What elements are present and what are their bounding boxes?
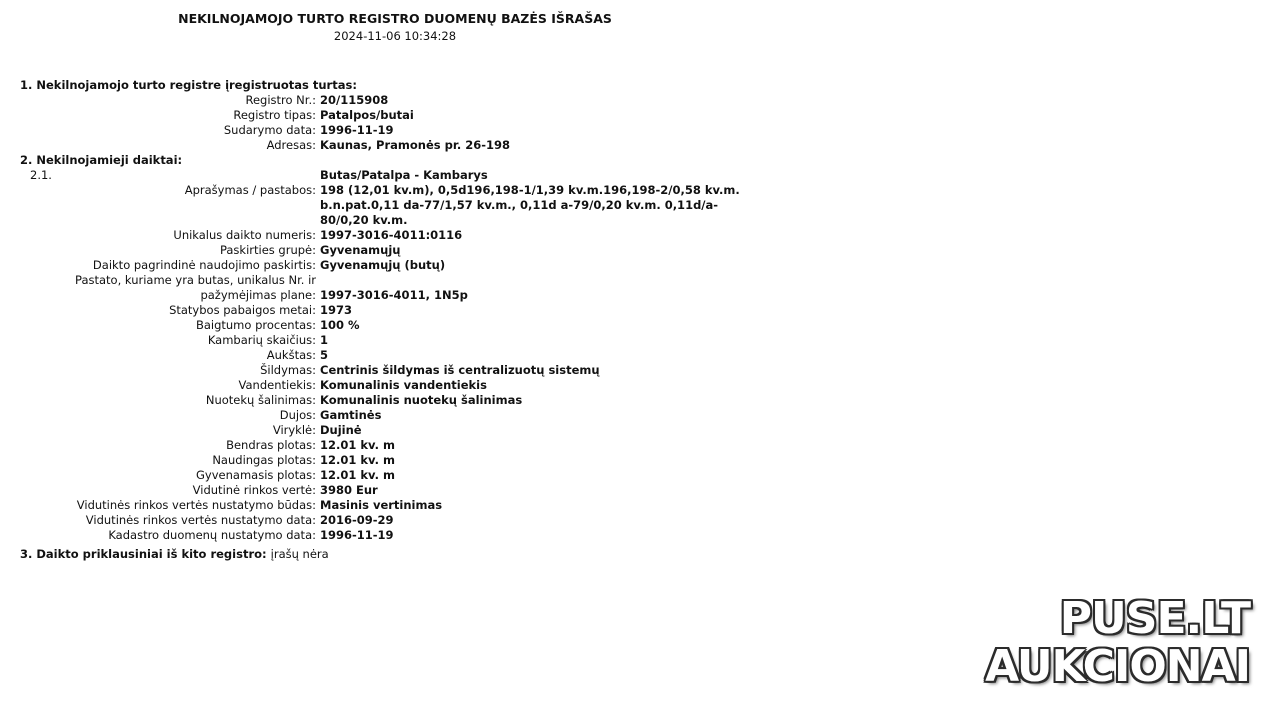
info-row-naudojimo-paskirtis: [20, 258, 780, 273]
field-label: Kadastro duomenų nustatymo data:: [108, 528, 316, 542]
field-value: Dujinė: [320, 423, 362, 437]
info-row-statybos-metai: [20, 303, 780, 318]
info-row-baigtumo-procentas: [20, 318, 780, 333]
section-3-value: įrašų nėra: [270, 547, 329, 561]
section-3-label: 3. Daikto priklausiniai iš kito registro:: [20, 547, 267, 561]
document-title: NEKILNOJAMOJO TURTO REGISTRO DUOMENŲ BAZĖS IŠRAŠAS: [178, 11, 612, 26]
info-row-nuoteku-salinimas: [20, 393, 780, 408]
field-value: 20/115908: [320, 93, 389, 107]
info-row-gyvenamasis-plotas: [20, 468, 780, 483]
field-label: Dujos:: [279, 408, 316, 422]
field-value: 12.01 kv. m: [320, 468, 395, 482]
section-2-heading: 2. Nekilnojamieji daiktai:: [20, 153, 183, 167]
field-label: Naudingas plotas:: [212, 453, 316, 467]
info-row-registro-tipas: [20, 108, 780, 123]
field-value: Gyvenamųjų (butų): [320, 258, 446, 272]
field-value: Komunalinis vandentiekis: [320, 378, 487, 392]
section-1-heading: 1. Nekilnojamojo turto registre įregistruotas turtas:: [20, 78, 357, 92]
field-value: 1996-11-19: [320, 123, 394, 137]
field-value: Gamtinės: [320, 408, 382, 422]
field-label: Gyvenamasis plotas:: [196, 468, 316, 482]
field-value: 12.01 kv. m: [320, 438, 395, 452]
info-row-paskirties-grupe: [20, 243, 780, 258]
info-row-naudingas-plotas: [20, 453, 780, 468]
document-body: [20, 78, 780, 562]
section-3-heading: [20, 547, 780, 562]
field-value: 5: [320, 348, 329, 362]
field-label: Nuotekų šalinimas:: [205, 393, 316, 407]
field-label: Vidutinės rinkos vertės nustatymo būdas:: [76, 498, 316, 512]
field-label: Vidutinė rinkos vertė:: [192, 483, 316, 497]
field-label: Bendras plotas:: [226, 438, 316, 452]
field-label: Vidutinės rinkos vertės nustatymo data:: [85, 513, 316, 527]
field-label: Kambarių skaičius:: [207, 333, 316, 347]
info-row-adresas: [20, 138, 780, 153]
field-value: 1973: [320, 303, 353, 317]
document-timestamp: 2024-11-06 10:34:28: [333, 29, 457, 43]
field-label: Paskirties grupė:: [219, 243, 316, 257]
info-row-kambariu-skaicius: [20, 333, 780, 348]
info-row-virykle: [20, 423, 780, 438]
info-row-sudarymo-data: [20, 123, 780, 138]
field-value: 1: [320, 333, 329, 347]
field-value: 100 %: [320, 318, 360, 332]
info-row-registro-nr: [20, 93, 780, 108]
info-row-dujos: [20, 408, 780, 423]
field-value: Gyvenamųjų: [320, 243, 401, 257]
watermark-logo: [985, 594, 1250, 690]
field-label: Vandentiekis:: [238, 378, 316, 392]
info-row-nustatymo-budas: [20, 498, 780, 513]
field-label: Registro tipas:: [233, 108, 316, 122]
field-label: Aprašymas / pastabos:: [184, 183, 316, 197]
item-title: Butas/Patalpa - Kambarys: [320, 168, 488, 182]
field-label: Unikalus daikto numeris:: [173, 228, 316, 242]
info-row-rinkos-verte: [20, 483, 780, 498]
info-row-unikalus-numeris: [20, 228, 780, 243]
field-label: Aukštas:: [266, 348, 316, 362]
watermark-line-2: AUKCIONAI: [985, 641, 1250, 692]
field-label: Adresas:: [266, 138, 316, 152]
field-value: 1997-3016-4011, 1N5p: [320, 288, 468, 302]
info-row-aukstas: [20, 348, 780, 363]
field-label: Pastato, kuriame yra butas, unikalus Nr. ir pažymėjimas plane:: [75, 273, 316, 302]
field-value: 2016-09-29: [320, 513, 394, 527]
field-label: Registro Nr.:: [245, 93, 316, 107]
field-value: Masinis vertinimas: [320, 498, 443, 512]
info-row-aprasymas: [20, 183, 780, 228]
field-value: Kaunas, Pramonės pr. 26-198: [320, 138, 511, 152]
field-value: Patalpos/butai: [320, 108, 414, 122]
info-row-vandentiekis: [20, 378, 780, 393]
item-header: [20, 168, 780, 183]
info-row-bendras-plotas: [20, 438, 780, 453]
field-value: 1996-11-19: [320, 528, 394, 542]
info-row-sildymas: [20, 363, 780, 378]
field-value: Centrinis šildymas iš centralizuotų sistemų: [320, 363, 600, 377]
field-label: Daikto pagrindinė naudojimo paskirtis:: [92, 258, 316, 272]
field-label: Šildymas:: [260, 363, 316, 377]
field-label: Viryklė:: [272, 423, 316, 437]
item-number: 2.1.: [30, 168, 52, 182]
field-value: 198 (12,01 kv.m), 0,5d196,198-1/1,39 kv.m.196,198-2/0,58 kv.m. b.n.pat.0,11 da-77/1,57 kv.m., 0,11d a-79/0,20 kv.m. 0,11d/a-80/0,20 kv.m.: [320, 183, 740, 227]
info-row-kadastro-data: [20, 528, 780, 543]
info-row-pastato-numeris: [20, 273, 780, 303]
field-value: 12.01 kv. m: [320, 453, 395, 467]
field-label: Baigtumo procentas:: [195, 318, 316, 332]
field-value: 3980 Eur: [320, 483, 378, 497]
info-row-nustatymo-data: [20, 513, 780, 528]
field-label: Sudarymo data:: [223, 123, 316, 137]
field-value: Komunalinis nuotekų šalinimas: [320, 393, 523, 407]
field-label: Statybos pabaigos metai:: [169, 303, 316, 317]
field-value: 1997-3016-4011:0116: [320, 228, 463, 242]
watermark-line-1: PUSE.LT: [1059, 593, 1250, 644]
